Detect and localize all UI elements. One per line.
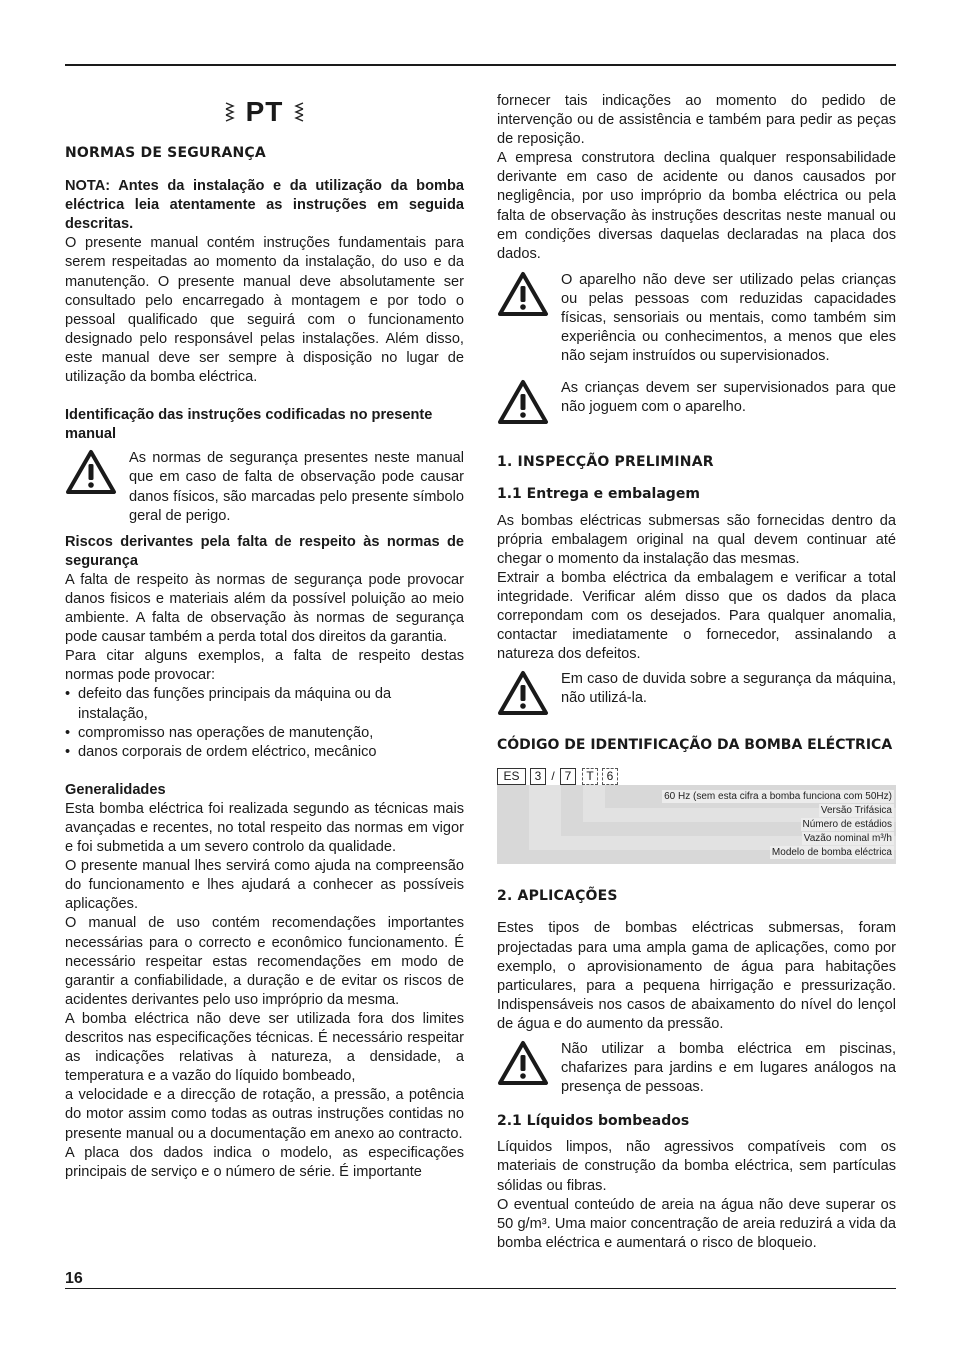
- warning-text-2: O aparelho não deve ser utilizado pelas crianças ou pelas pessoas com reduzidas capacidades físicas, sensoriais ou mentais, como também sim experiência ou conhecimentos, a menos que eles não sejam instruídos ou supervisionados.: [561, 271, 896, 365]
- warning-icon: [497, 271, 561, 321]
- language-header: [65, 92, 464, 132]
- warning-block-4: [497, 670, 896, 720]
- note-bold: NOTA: Antes da instalação e da utilização da bomba eléctrica leia atentamente as instruções em seguida descritas.: [65, 178, 464, 233]
- label-stages: Número de estádios: [802, 819, 892, 831]
- list-item: • defeito das funções principais da máquina ou da instalação,: [65, 685, 464, 723]
- code-slash: /: [551, 768, 555, 783]
- safety-title: NORMAS DE SEGURANÇA: [65, 145, 266, 161]
- top-rule: [65, 64, 896, 66]
- section-1-1-paragraph: Extrair a bomba eléctrica da embalagem e verificar a total integridade. Verificar além disso que os dados da placa correpondam com os desejados. Para qualquer anomalia, contactar imediatamente o fornecedor, assinalando a natureza dos defeitos.: [497, 569, 896, 663]
- general-paragraph: A placa dos dados indica o modelo, as especificações principais de serviço e o número de série. É importante: [65, 1144, 464, 1180]
- section-2-1-paragraph: O eventual conteúdo de areia na água não deve superar os 50 g/m³. Uma maior concentração de areia reduzirá a vida da bomba eléctrica e aumentará o risco de bloqueio.: [497, 1196, 896, 1251]
- code-box-60hz: 6: [602, 768, 618, 785]
- note-text: O presente manual contém instruções fundamentais para serem respeitadas ao momento da instalação, do uso e da manutenção. O presente manual deve absolutamente ser consultado pelo encarregado à montagem e por todo o pessoal qualificado que seguirá com o funcionamento designado pelo responsável pelas instalações. Além disso, este manual deve ser sempre à disposição no lugar de utilização da bomba eléctrica.: [65, 235, 464, 386]
- warning-block-2: [497, 271, 896, 366]
- warning-icon: [497, 379, 561, 429]
- right-wave-icon: [293, 99, 305, 125]
- section-2-1-title: 2.1 Líquidos bombeados: [497, 1113, 690, 1130]
- general-paragraph: O manual de uso contém recomendações importantes necessárias para o correcto e econômico funcionamento. É necessário respeitar estas recomendações em modo de garantir a confiabilidade, a duração e de evitar os riscos de acidentes derivantes pelo uso impróprio da mesma.: [65, 915, 464, 1008]
- risks-title: Riscos derivantes pela falta de respeito às normas de segurança: [65, 533, 464, 569]
- section-1-title: 1. INSPECÇÃO PRELIMINAR: [497, 454, 714, 471]
- general-title: Generalidades: [65, 781, 166, 798]
- warning-text-5: Não utilizar a bomba eléctrica em piscinas, chafarizes para jardins e em lugares análogos na presença de pessoas.: [561, 1041, 896, 1096]
- section-2-title: 2. APLICAÇÕES: [497, 888, 618, 905]
- code-title: CÓDIGO DE IDENTIFICAÇÃO DA BOMBA ELÉCTRICA: [497, 737, 893, 754]
- language-code: PT: [245, 96, 284, 128]
- examples-text: Para citar alguns exemplos, a falta de respeito destas normas pode provocar:: [65, 648, 464, 684]
- warning-block-3: [497, 379, 896, 429]
- liability-paragraph: A empresa construtora declina qualquer responsabilidade derivante em caso de acidente ou danos causados por negligência, por uso impróprio da bomba eléctrica ou pela falta de observação às instruções descritas neste manual ou em condições diversas daquelas declaradas na placa dos dados.: [497, 150, 896, 262]
- warning-icon: [65, 449, 129, 499]
- ident-title: Identificação das instruções codificadas no presente manual: [65, 407, 433, 443]
- left-column: [65, 92, 464, 1182]
- list-item: • compromisso nas operações de manutenção,: [65, 724, 464, 743]
- code-box-three-phase: T: [582, 768, 598, 785]
- page-number: 16: [65, 1270, 83, 1287]
- code-box-series: ES: [497, 768, 526, 785]
- warning-block-5: [497, 1040, 896, 1097]
- left-wave-icon: [224, 99, 236, 125]
- warning-text-3: As crianças devem ser supervisionados para que não joguem com o aparelho.: [561, 380, 896, 416]
- right-column: [497, 92, 896, 1253]
- general-paragraph: A bomba eléctrica não deve ser utilizada fora dos limites descritos nas especificações técnicas. É necessário respeitar as indicações relativas à natureza, a densidade, a temperatura e a vazão do líquido bombeado,: [65, 1010, 464, 1085]
- warning-text-4: Em caso de duvida sobre a segurança da máquina, não utilizá-la.: [561, 671, 896, 707]
- risk-list: [65, 685, 464, 761]
- continued-paragraph: fornecer tais indicações ao momento do pedido de intervenção ou de assistência e também para pedir as peças de reposição.: [497, 93, 896, 148]
- list-item: • danos corporais de ordem eléctrico, mecânico: [65, 743, 464, 762]
- identification-code-diagram: [497, 767, 896, 864]
- code-box-flow: 3: [530, 768, 546, 785]
- risks-text: A falta de respeito às normas de segurança pode provocar danos fisicos e materiais além da possível poluição ao meio ambiente. A falta de observação às normas de segurança pode causar também a perda total dos direitos da garantia.: [65, 571, 464, 646]
- warning-text-1: As normas de segurança presentes neste manual que em caso de falta de observação pode causar danos físicos, são marcadas pelo presente símbolo geral de perigo.: [129, 450, 464, 524]
- general-paragraph: O presente manual lhes servirá como ajuda na compreensão do funcionamento e lhes ajudará a conhecer as possíveis aplicações.: [65, 858, 464, 913]
- section-2-paragraph: Estes tipos de bombas eléctricas submersas, foram projectadas para uma ampla gama de aplicações, como por exemplo, o aprovisionamento de água para habitações particulares, para a pequena hirrigação e pressurização. Indispensáveis nos casos de abaixamento do nível do lençol de água e do aumento da pressão.: [497, 920, 896, 1032]
- warning-block-1: [65, 449, 464, 525]
- section-2-1-paragraph: Líquidos limpos, não agressivos compatíveis com os materiais de construção da bomba eléctrica, sem partículas sólidas ou fibras.: [497, 1139, 896, 1194]
- section-1-1-paragraph: As bombas eléctricas submersas são fornecidas dentro da própria embalagem original na qual devem continuar até chegar o momento da instalação das mesmas.: [497, 512, 896, 567]
- warning-icon: [497, 670, 561, 720]
- section-1-1-title: 1.1 Entrega e embalagem: [497, 486, 700, 503]
- code-boxes: [497, 767, 618, 785]
- label-60hz: 60 Hz (sem esta cifra a bomba funciona com 50Hz): [664, 791, 892, 803]
- general-paragraph: a velocidade e a direcção de rotação, a pressão, a potência do motor assim como todas as outras instruções contidas no presente manual ou a documentação em anexo ao contracto.: [65, 1087, 464, 1142]
- warning-icon: [497, 1040, 561, 1090]
- label-flow: Vazão nominal m³/h: [803, 833, 892, 845]
- code-box-stages: 7: [560, 768, 576, 785]
- label-three-phase: Versão Trifásica: [820, 805, 892, 817]
- label-model: Modelo de bomba eléctrica: [771, 847, 892, 859]
- bottom-rule: [65, 1288, 896, 1289]
- general-paragraph: Esta bomba eléctrica foi realizada segundo as técnicas mais avançadas e recentes, no total respeito das normas em vigor e foi submetida a um severo controlo da qualidade.: [65, 800, 464, 856]
